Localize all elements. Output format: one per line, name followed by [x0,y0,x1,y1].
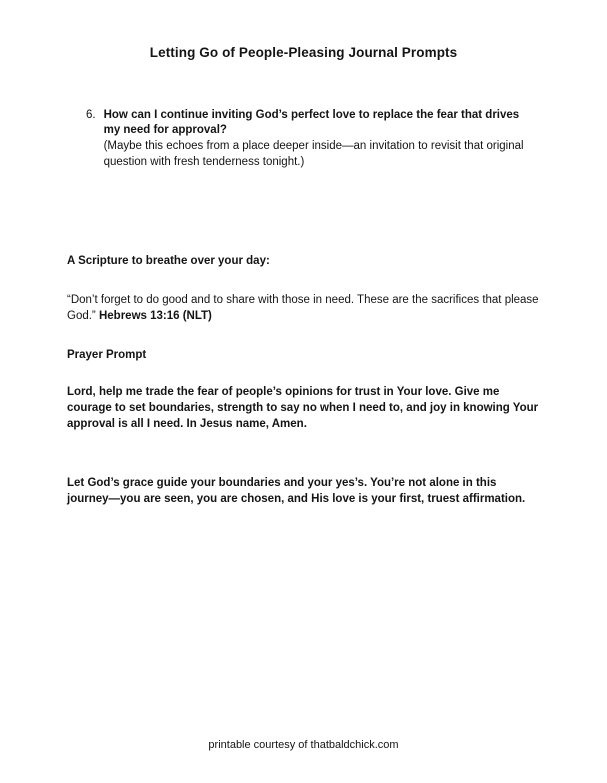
closing-statement: Let God’s grace guide your boundaries and your yes’s. You’re not alone in this journey—you are seen, you are chosen, and His love is your first, truest affirmation. [67,477,526,506]
prompt-number: 6. [86,109,96,121]
prompt-question: How can I continue inviting God’s perfect love to replace the fear that drives my need for approval? [103,109,520,137]
prompt-note: (Maybe this echoes from a place deeper inside—an invitation to revisit that original question with fresh tenderness tonight.) [103,140,524,168]
scripture-reference: Hebrews 13:16 (NLT) [98,309,212,322]
scripture-heading: A Scripture to breathe over your day: [67,254,270,267]
scripture-quote [67,292,541,324]
page-title: Letting Go of People-Pleasing Journal Prompts [149,45,458,60]
prompt-content [104,108,537,170]
journal-prompt-item [86,108,537,170]
scripture-quote-text: “Don’t forget to do good and to share with those in need. These are the sacrifices that please God.” [67,293,539,322]
prayer-body: Lord, help me trade the fear of people’s opinions for trust in Your love. Give me courage to set boundaries, strength to say no when I need to, and joy in knowing Your approval is all I need. In Jesus name, Amen. [67,386,539,431]
footer-credit: printable courtesy of thatbaldchick.com [208,739,399,751]
prayer-heading: Prayer Prompt [67,348,147,361]
